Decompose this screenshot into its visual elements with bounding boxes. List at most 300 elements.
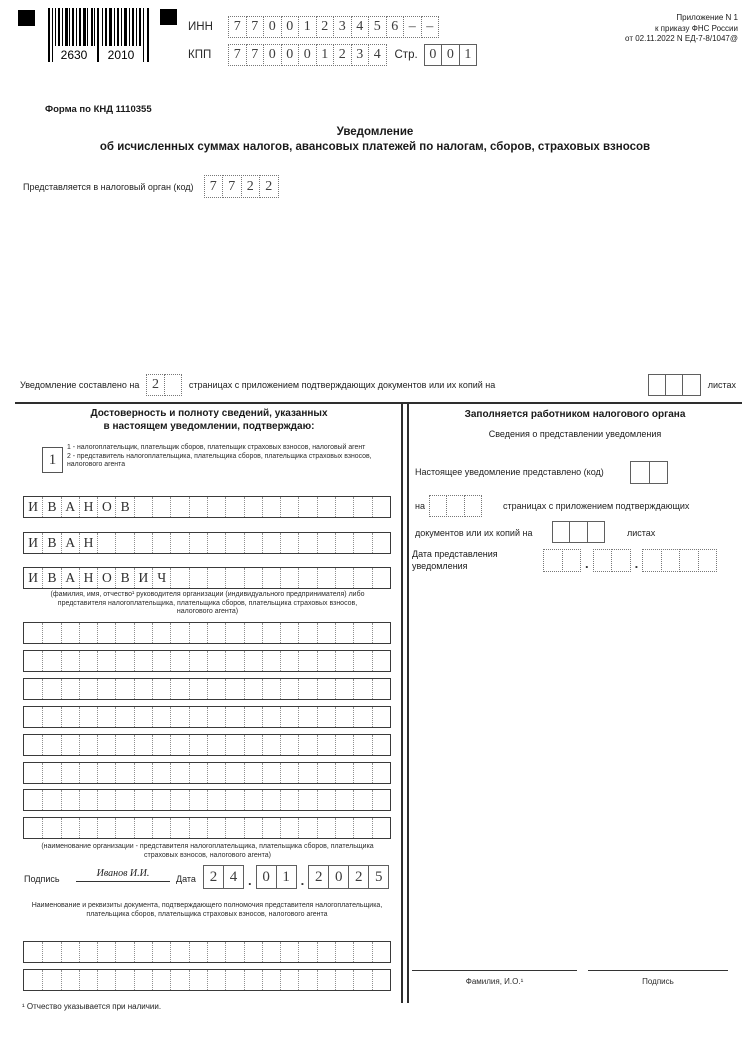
org-name-row[interactable] (23, 706, 391, 728)
char-cell[interactable]: 3 (351, 44, 370, 66)
char-cell[interactable]: А (61, 568, 79, 588)
char-cell[interactable] (298, 533, 316, 553)
char-cell[interactable] (61, 623, 79, 643)
char-cell[interactable]: 5 (368, 16, 387, 38)
char-cell[interactable] (317, 497, 335, 517)
char-cell[interactable]: 2 (203, 865, 224, 889)
char-cell[interactable] (164, 374, 182, 396)
char-cell[interactable] (244, 970, 262, 990)
char-cell[interactable] (353, 651, 371, 671)
char-cell[interactable] (372, 735, 390, 755)
char-cell[interactable] (207, 763, 225, 783)
char-cell[interactable] (262, 568, 280, 588)
submission-date-month-field[interactable] (593, 549, 631, 572)
char-cell[interactable] (97, 533, 115, 553)
char-cell[interactable] (353, 679, 371, 699)
char-cell[interactable] (189, 790, 207, 810)
char-cell[interactable] (207, 735, 225, 755)
char-cell[interactable] (134, 735, 152, 755)
char-cell[interactable] (587, 521, 605, 543)
char-cell[interactable] (170, 651, 188, 671)
char-cell[interactable] (262, 623, 280, 643)
char-cell[interactable] (189, 679, 207, 699)
char-cell[interactable]: 7 (222, 175, 242, 198)
char-cell[interactable] (372, 818, 390, 838)
char-cell[interactable] (42, 651, 60, 671)
char-cell[interactable] (335, 970, 353, 990)
char-cell[interactable]: 2 (316, 16, 335, 38)
char-cell[interactable] (134, 942, 152, 962)
submission-date-day-field[interactable] (543, 549, 581, 572)
char-cell[interactable] (152, 942, 170, 962)
char-cell[interactable] (244, 679, 262, 699)
char-cell[interactable]: 7 (228, 44, 247, 66)
char-cell[interactable] (335, 651, 353, 671)
char-cell[interactable] (244, 818, 262, 838)
char-cell[interactable] (170, 707, 188, 727)
char-cell[interactable] (353, 942, 371, 962)
char-cell[interactable] (335, 568, 353, 588)
char-cell[interactable] (649, 461, 669, 484)
char-cell[interactable] (262, 970, 280, 990)
char-cell[interactable] (244, 790, 262, 810)
char-cell[interactable] (170, 735, 188, 755)
char-cell[interactable]: 0 (441, 44, 460, 66)
date-day-field[interactable] (203, 865, 244, 889)
char-cell[interactable] (262, 651, 280, 671)
char-cell[interactable] (115, 735, 133, 755)
char-cell[interactable] (335, 497, 353, 517)
char-cell[interactable] (170, 942, 188, 962)
char-cell[interactable] (225, 707, 243, 727)
char-cell[interactable] (280, 942, 298, 962)
char-cell[interactable] (280, 497, 298, 517)
char-cell[interactable]: И (28, 570, 39, 585)
char-cell[interactable] (317, 735, 335, 755)
char-cell[interactable] (280, 970, 298, 990)
char-cell[interactable] (262, 707, 280, 727)
official-signature-line[interactable] (588, 970, 728, 971)
attachment-sheets-field[interactable] (648, 374, 701, 396)
char-cell[interactable] (134, 707, 152, 727)
char-cell[interactable] (642, 549, 662, 572)
char-cell[interactable]: 2 (241, 175, 261, 198)
char-cell[interactable] (115, 651, 133, 671)
char-cell[interactable]: А (61, 533, 79, 553)
char-cell[interactable] (152, 497, 170, 517)
char-cell[interactable] (152, 735, 170, 755)
char-cell[interactable] (244, 942, 262, 962)
char-cell[interactable] (372, 970, 390, 990)
char-cell[interactable] (262, 942, 280, 962)
char-cell[interactable] (372, 651, 390, 671)
char-cell[interactable]: 1 (316, 44, 335, 66)
char-cell[interactable] (97, 735, 115, 755)
char-cell[interactable] (207, 623, 225, 643)
char-cell[interactable] (262, 533, 280, 553)
char-cell[interactable] (280, 568, 298, 588)
char-cell[interactable] (170, 790, 188, 810)
char-cell[interactable] (298, 818, 316, 838)
char-cell[interactable] (353, 735, 371, 755)
char-cell[interactable] (24, 790, 42, 810)
char-cell[interactable] (280, 763, 298, 783)
char-cell[interactable] (244, 763, 262, 783)
char-cell[interactable] (298, 623, 316, 643)
char-cell[interactable] (152, 970, 170, 990)
char-cell[interactable]: 0 (281, 44, 300, 66)
char-cell[interactable] (225, 651, 243, 671)
char-cell[interactable] (353, 818, 371, 838)
char-cell[interactable] (280, 818, 298, 838)
char-cell[interactable]: О (97, 497, 115, 517)
char-cell[interactable] (335, 818, 353, 838)
char-cell[interactable] (280, 533, 298, 553)
char-cell[interactable]: 0 (281, 16, 300, 38)
authority-doc-row[interactable] (23, 941, 391, 963)
submitted-code-field[interactable] (630, 461, 668, 484)
char-cell[interactable] (244, 735, 262, 755)
char-cell[interactable] (207, 568, 225, 588)
char-cell[interactable] (372, 707, 390, 727)
char-cell[interactable] (244, 533, 262, 553)
char-cell[interactable] (79, 623, 97, 643)
char-cell[interactable] (134, 623, 152, 643)
char-cell[interactable] (225, 942, 243, 962)
char-cell[interactable]: В (42, 497, 60, 517)
char-cell[interactable]: – (421, 16, 440, 38)
char-cell[interactable] (317, 763, 335, 783)
char-cell[interactable] (353, 533, 371, 553)
char-cell[interactable] (170, 818, 188, 838)
char-cell[interactable] (225, 497, 243, 517)
char-cell[interactable] (372, 679, 390, 699)
char-cell[interactable]: 7 (246, 44, 265, 66)
char-cell[interactable] (42, 790, 60, 810)
char-cell[interactable] (61, 707, 79, 727)
char-cell[interactable] (189, 763, 207, 783)
char-cell[interactable] (464, 495, 482, 517)
char-cell[interactable] (24, 651, 42, 671)
patronymic-field[interactable] (23, 567, 391, 589)
char-cell[interactable] (61, 790, 79, 810)
char-cell[interactable] (280, 623, 298, 643)
char-cell[interactable] (446, 495, 464, 517)
char-cell[interactable] (79, 763, 97, 783)
char-cell[interactable] (115, 533, 133, 553)
char-cell[interactable] (152, 790, 170, 810)
char-cell[interactable] (665, 374, 683, 396)
char-cell[interactable] (115, 970, 133, 990)
char-cell[interactable] (682, 374, 700, 396)
char-cell[interactable] (24, 970, 42, 990)
char-cell[interactable]: 2 (259, 175, 279, 198)
char-cell[interactable] (115, 942, 133, 962)
authority-doc-row[interactable] (23, 969, 391, 991)
char-cell[interactable] (630, 461, 650, 484)
char-cell[interactable] (152, 763, 170, 783)
char-cell[interactable] (79, 970, 97, 990)
char-cell[interactable] (115, 623, 133, 643)
char-cell[interactable] (61, 970, 79, 990)
char-cell[interactable] (42, 623, 60, 643)
char-cell[interactable] (170, 970, 188, 990)
char-cell[interactable] (61, 735, 79, 755)
char-cell[interactable] (611, 549, 631, 572)
char-cell[interactable] (24, 735, 42, 755)
char-cell[interactable]: 0 (263, 16, 282, 38)
char-cell[interactable] (97, 679, 115, 699)
char-cell[interactable] (298, 568, 316, 588)
org-name-row[interactable] (23, 678, 391, 700)
char-cell[interactable] (24, 818, 42, 838)
right-pages-field[interactable] (429, 495, 482, 517)
char-cell[interactable] (353, 763, 371, 783)
char-cell[interactable] (152, 818, 170, 838)
char-cell[interactable] (115, 790, 133, 810)
char-cell[interactable] (79, 818, 97, 838)
char-cell[interactable] (552, 521, 570, 543)
char-cell[interactable]: 2 (348, 865, 369, 889)
char-cell[interactable] (24, 623, 42, 643)
char-cell[interactable] (317, 533, 335, 553)
char-cell[interactable]: 0 (263, 44, 282, 66)
char-cell[interactable] (152, 651, 170, 671)
char-cell[interactable] (298, 763, 316, 783)
char-cell[interactable] (298, 707, 316, 727)
char-cell[interactable] (61, 763, 79, 783)
char-cell[interactable] (679, 549, 699, 572)
char-cell[interactable] (115, 818, 133, 838)
char-cell[interactable] (152, 533, 170, 553)
char-cell[interactable] (97, 942, 115, 962)
char-cell[interactable] (61, 942, 79, 962)
char-cell[interactable]: 0 (256, 865, 277, 889)
official-name-line[interactable] (412, 970, 577, 971)
char-cell[interactable] (79, 679, 97, 699)
char-cell[interactable] (97, 651, 115, 671)
char-cell[interactable] (152, 707, 170, 727)
char-cell[interactable]: Ч (152, 568, 170, 588)
name-field[interactable] (23, 532, 391, 554)
char-cell[interactable] (79, 651, 97, 671)
char-cell[interactable] (372, 568, 390, 588)
char-cell[interactable] (335, 623, 353, 643)
char-cell[interactable]: 2 (333, 44, 352, 66)
char-cell[interactable] (298, 497, 316, 517)
char-cell[interactable] (134, 763, 152, 783)
char-cell[interactable]: 1 (459, 44, 478, 66)
char-cell[interactable] (134, 497, 152, 517)
char-cell[interactable] (207, 679, 225, 699)
char-cell[interactable] (225, 818, 243, 838)
char-cell[interactable] (42, 818, 60, 838)
char-cell[interactable]: 7 (204, 175, 224, 198)
char-cell[interactable]: О (97, 568, 115, 588)
org-name-row[interactable] (23, 789, 391, 811)
char-cell[interactable] (207, 818, 225, 838)
char-cell[interactable] (152, 623, 170, 643)
char-cell[interactable] (317, 970, 335, 990)
char-cell[interactable] (152, 679, 170, 699)
org-name-row[interactable] (23, 762, 391, 784)
signature-value[interactable]: Иванов И.И. (76, 868, 170, 882)
char-cell[interactable] (298, 679, 316, 699)
char-cell[interactable] (244, 568, 262, 588)
char-cell[interactable] (335, 533, 353, 553)
char-cell[interactable] (317, 568, 335, 588)
char-cell[interactable] (134, 790, 152, 810)
char-cell[interactable] (97, 970, 115, 990)
char-cell[interactable] (298, 651, 316, 671)
char-cell[interactable] (24, 763, 42, 783)
pages-count-field[interactable] (146, 374, 182, 396)
char-cell[interactable]: В (115, 568, 133, 588)
char-cell[interactable] (262, 818, 280, 838)
char-cell[interactable] (42, 679, 60, 699)
char-cell[interactable] (298, 735, 316, 755)
char-cell[interactable] (134, 818, 152, 838)
char-cell[interactable] (24, 942, 42, 962)
char-cell[interactable] (298, 942, 316, 962)
char-cell[interactable]: 1 (298, 16, 317, 38)
char-cell[interactable] (225, 790, 243, 810)
char-cell[interactable] (61, 651, 79, 671)
char-cell[interactable] (225, 735, 243, 755)
char-cell[interactable] (244, 707, 262, 727)
char-cell[interactable] (262, 790, 280, 810)
char-cell[interactable] (353, 568, 371, 588)
char-cell[interactable] (189, 533, 207, 553)
char-cell[interactable]: А (61, 497, 79, 517)
char-cell[interactable]: 2 (308, 865, 329, 889)
char-cell[interactable] (207, 533, 225, 553)
date-year-field[interactable] (308, 865, 389, 889)
char-cell[interactable]: И (134, 568, 152, 588)
char-cell[interactable] (225, 970, 243, 990)
char-cell[interactable] (79, 735, 97, 755)
char-cell[interactable] (189, 497, 207, 517)
char-cell[interactable] (335, 707, 353, 727)
char-cell[interactable]: В (42, 568, 60, 588)
page-number-field[interactable] (424, 44, 478, 66)
char-cell[interactable] (225, 679, 243, 699)
char-cell[interactable] (335, 790, 353, 810)
char-cell[interactable]: 6 (386, 16, 405, 38)
char-cell[interactable] (189, 623, 207, 643)
char-cell[interactable] (335, 679, 353, 699)
char-cell[interactable]: В (42, 533, 60, 553)
char-cell[interactable] (317, 623, 335, 643)
char-cell[interactable] (317, 942, 335, 962)
char-cell[interactable] (543, 549, 563, 572)
char-cell[interactable] (189, 970, 207, 990)
char-cell[interactable]: 0 (328, 865, 349, 889)
char-cell[interactable] (262, 497, 280, 517)
char-cell[interactable] (317, 818, 335, 838)
char-cell[interactable] (189, 568, 207, 588)
char-cell[interactable] (207, 942, 225, 962)
char-cell[interactable] (562, 549, 582, 572)
char-cell[interactable] (115, 679, 133, 699)
char-cell[interactable] (170, 568, 188, 588)
org-name-row[interactable] (23, 650, 391, 672)
char-cell[interactable] (189, 942, 207, 962)
signer-code-field[interactable]: 1 (42, 447, 63, 473)
char-cell[interactable] (353, 497, 371, 517)
char-cell[interactable] (244, 623, 262, 643)
char-cell[interactable] (42, 970, 60, 990)
char-cell[interactable] (372, 790, 390, 810)
char-cell[interactable]: И (28, 535, 39, 550)
char-cell[interactable] (170, 497, 188, 517)
char-cell[interactable] (262, 735, 280, 755)
char-cell[interactable] (429, 495, 447, 517)
char-cell[interactable]: 4 (368, 44, 387, 66)
char-cell[interactable] (42, 707, 60, 727)
char-cell[interactable] (244, 651, 262, 671)
char-cell[interactable] (61, 679, 79, 699)
char-cell[interactable] (335, 735, 353, 755)
char-cell[interactable] (353, 970, 371, 990)
char-cell[interactable] (225, 763, 243, 783)
char-cell[interactable] (317, 707, 335, 727)
char-cell[interactable] (115, 707, 133, 727)
char-cell[interactable] (372, 763, 390, 783)
char-cell[interactable] (661, 549, 681, 572)
char-cell[interactable] (372, 533, 390, 553)
char-cell[interactable] (97, 763, 115, 783)
char-cell[interactable] (207, 497, 225, 517)
char-cell[interactable] (79, 942, 97, 962)
char-cell[interactable] (317, 651, 335, 671)
kpp-field[interactable] (228, 44, 387, 66)
char-cell[interactable] (280, 707, 298, 727)
char-cell[interactable]: Н (79, 568, 97, 588)
char-cell[interactable] (262, 763, 280, 783)
char-cell[interactable] (170, 533, 188, 553)
char-cell[interactable] (298, 790, 316, 810)
char-cell[interactable]: 1 (276, 865, 297, 889)
char-cell[interactable]: Н (79, 533, 97, 553)
char-cell[interactable] (42, 763, 60, 783)
char-cell[interactable] (134, 970, 152, 990)
char-cell[interactable] (207, 651, 225, 671)
char-cell[interactable]: 7 (228, 16, 247, 38)
char-cell[interactable]: И (28, 499, 39, 514)
char-cell[interactable] (335, 763, 353, 783)
char-cell[interactable] (115, 763, 133, 783)
char-cell[interactable] (134, 651, 152, 671)
char-cell[interactable] (280, 651, 298, 671)
char-cell[interactable]: 0 (298, 44, 317, 66)
char-cell[interactable] (189, 735, 207, 755)
char-cell[interactable] (189, 707, 207, 727)
char-cell[interactable] (280, 735, 298, 755)
char-cell[interactable] (372, 942, 390, 962)
char-cell[interactable] (280, 790, 298, 810)
char-cell[interactable]: 0 (424, 44, 443, 66)
char-cell[interactable] (244, 497, 262, 517)
char-cell[interactable] (207, 970, 225, 990)
org-name-row[interactable] (23, 734, 391, 756)
submission-date-year-field[interactable] (642, 549, 717, 572)
char-cell[interactable] (225, 533, 243, 553)
char-cell[interactable] (24, 707, 42, 727)
char-cell[interactable]: В (115, 497, 133, 517)
char-cell[interactable] (569, 521, 587, 543)
char-cell[interactable] (61, 818, 79, 838)
